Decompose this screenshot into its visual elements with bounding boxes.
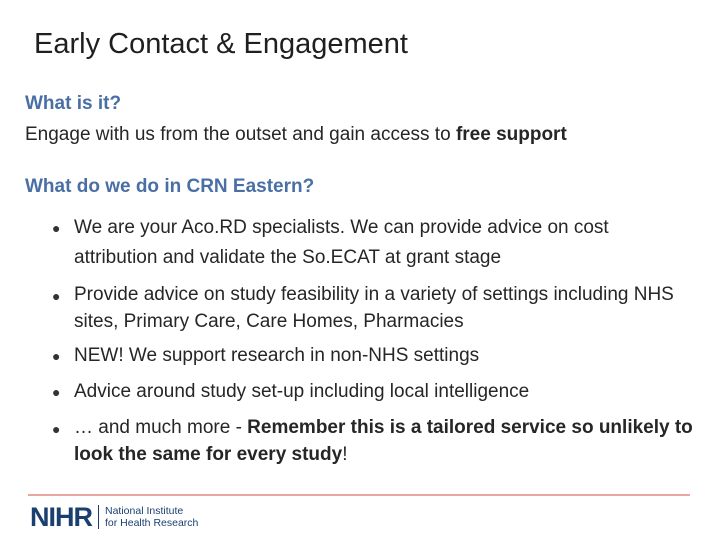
bullet-plain: … and much more - — [74, 417, 248, 438]
bullet-dot-icon: ● — [52, 384, 61, 400]
bullet-text: Advice around study set-up including local intelligence — [74, 381, 530, 402]
bullet-dot-icon: ● — [52, 421, 61, 437]
bullet-dot-icon: ● — [52, 288, 61, 304]
logo-text — [105, 505, 198, 529]
bullet-dot-icon: ● — [52, 220, 61, 236]
logo-mark: NIHR — [30, 501, 92, 532]
intro-bold: free support — [455, 124, 567, 145]
logo-line-2: for Health Research — [105, 517, 199, 529]
bullet-bold: Remember this is a tailored service so unlikely to look the same for every study — [74, 417, 693, 465]
logo-separator — [98, 505, 99, 529]
bullet-text: Provide advice on study feasibility in a variety of settings including NHS sites, Primary Care, Care Homes, Pharmacies — [74, 284, 674, 332]
intro-plain: Engage with us from the outset and gain access to — [25, 124, 456, 145]
section-heading-what-we-do: What do we do in CRN Eastern? — [25, 176, 315, 197]
bullet-text: NEW! We support research in non-NHS settings — [74, 345, 480, 366]
bullet-text: We are your Aco.RD specialists. We can provide advice on cost attribution and validate the So.ECAT at grant stage — [74, 217, 609, 268]
section-heading-what-is-it: What is it? — [25, 93, 122, 114]
bullet-dot-icon: ● — [52, 348, 61, 364]
slide-title: Early Contact & Engagement — [34, 28, 408, 60]
logo-line-1: National Institute — [105, 505, 184, 517]
intro-text — [25, 124, 567, 146]
bullet-text — [74, 414, 694, 468]
bullet-end: ! — [342, 444, 348, 465]
footer-divider — [28, 494, 690, 496]
nihr-logo — [30, 503, 198, 531]
